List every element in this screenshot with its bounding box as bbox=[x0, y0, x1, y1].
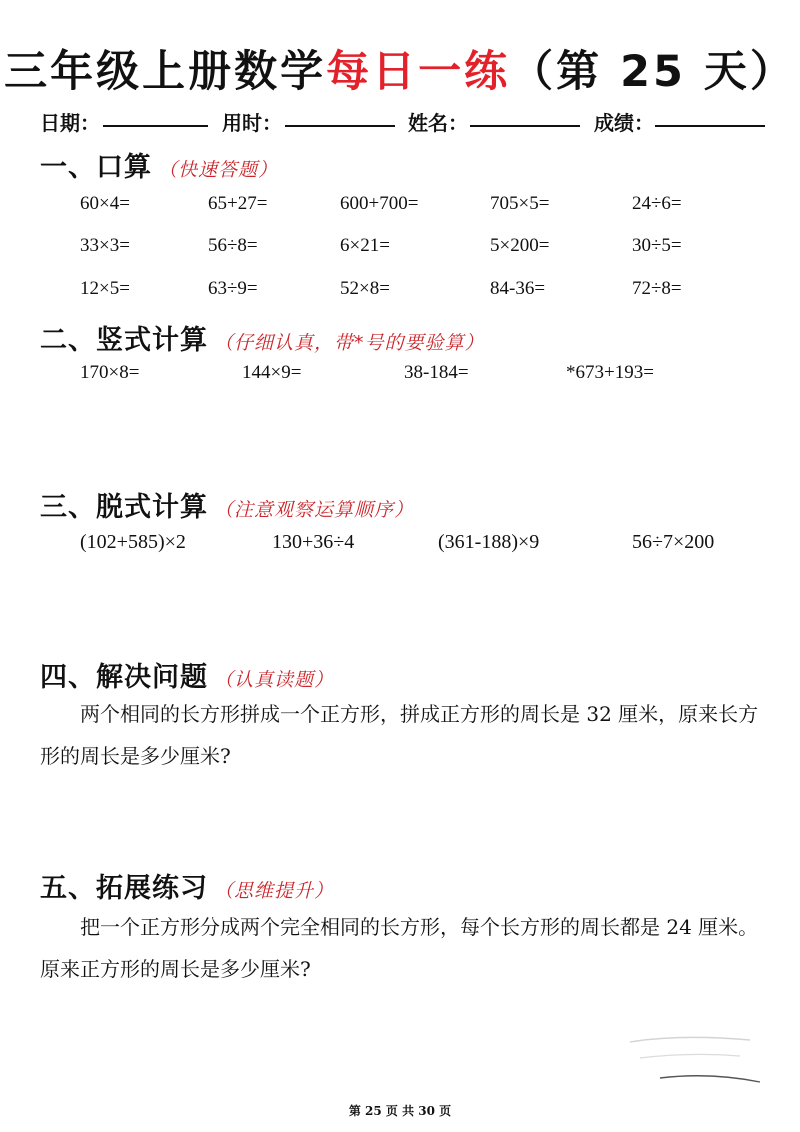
name-blank[interactable] bbox=[470, 125, 580, 127]
section-1-heading bbox=[40, 145, 278, 184]
mental-problem: 65+27= bbox=[208, 193, 268, 214]
section-5-note: （思维提升） bbox=[214, 880, 335, 902]
section-2-note: （仔细认真，带*号的要验算） bbox=[214, 332, 485, 354]
section-5-title: 五、拓展练习 bbox=[40, 873, 208, 904]
stepwise-problem: 56÷7×200 bbox=[632, 531, 715, 553]
word-problem-4: 两个相同的长方形拼成一个正方形，拼成正方形的周长是 32 厘米，原来长方形的周长是多少厘米? bbox=[40, 702, 759, 768]
section-4-title: 四、解决问题 bbox=[40, 662, 208, 693]
section-3-note: （注意观察运算顺序） bbox=[214, 499, 415, 521]
word-problem-5: 把一个正方形分成两个完全相同的长方形，每个长方形的周长都是 24 厘米。原来正方形的周长是多少厘米? bbox=[40, 915, 759, 981]
mental-problem: 24÷6= bbox=[632, 193, 682, 214]
mental-problem: 33×3= bbox=[80, 235, 130, 256]
time-label: 用时： bbox=[222, 111, 282, 135]
section-2-title: 二、竖式计算 bbox=[40, 325, 208, 356]
section-3-title: 三、脱式计算 bbox=[40, 492, 208, 523]
date-blank[interactable] bbox=[103, 125, 208, 127]
score-blank[interactable] bbox=[655, 125, 765, 127]
mental-problem: 56÷8= bbox=[208, 235, 258, 256]
mental-problem: 705×5= bbox=[490, 193, 550, 214]
section-3-heading bbox=[40, 485, 414, 524]
name-label: 姓名： bbox=[408, 111, 468, 135]
mental-problem: 12×5= bbox=[80, 278, 130, 299]
mental-problem: 63÷9= bbox=[208, 278, 258, 299]
mental-problem: 5×200= bbox=[490, 235, 550, 256]
vertical-problem: 38-184= bbox=[404, 362, 469, 383]
section-5-heading bbox=[40, 866, 334, 905]
mental-problem: 60×4= bbox=[80, 193, 130, 214]
vertical-problem: *673+193= bbox=[566, 362, 654, 383]
score-label: 成绩： bbox=[594, 111, 654, 135]
mental-problem: 72÷8= bbox=[632, 278, 682, 299]
mental-problem: 84-36= bbox=[490, 278, 546, 299]
stepwise-problem: 130+36÷4 bbox=[272, 531, 355, 553]
mental-problem: 6×21= bbox=[340, 235, 390, 256]
mental-problem: 52×8= bbox=[340, 278, 390, 299]
vertical-problem: 170×8= bbox=[80, 362, 140, 383]
section-1-note: （快速答题） bbox=[158, 159, 279, 181]
section-1-title: 一、口算 bbox=[40, 152, 152, 183]
section-2-heading bbox=[40, 318, 485, 357]
section-4-heading bbox=[40, 655, 334, 694]
mental-problem: 30÷5= bbox=[632, 235, 682, 256]
page-title bbox=[0, 38, 800, 99]
title-highlight: 每日一练 bbox=[326, 47, 511, 97]
date-label: 日期： bbox=[40, 111, 100, 135]
pencil-marks-icon bbox=[620, 1020, 770, 1090]
stepwise-problem: (102+585)×2 bbox=[80, 531, 186, 553]
page-footer: 第 25 页 共 30 页 bbox=[348, 1104, 452, 1118]
section-4-note: （认真读题） bbox=[214, 669, 335, 691]
stepwise-problem: (361-188)×9 bbox=[438, 531, 540, 553]
vertical-problem: 144×9= bbox=[242, 362, 302, 383]
mental-problem: 600+700= bbox=[340, 193, 419, 214]
title-suffix: （第 25 天） bbox=[510, 47, 796, 97]
title-main: 三年级上册数学 bbox=[4, 47, 327, 97]
time-blank[interactable] bbox=[285, 125, 395, 127]
